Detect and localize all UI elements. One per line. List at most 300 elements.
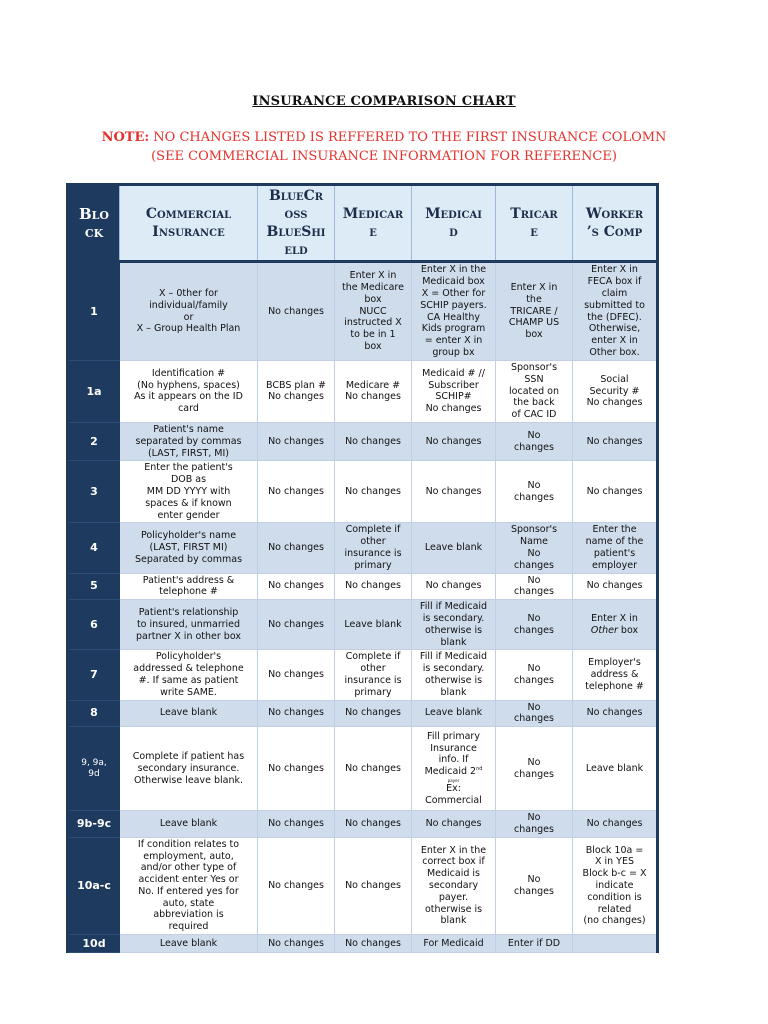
cell-medicare bbox=[335, 727, 412, 811]
cell-tricare bbox=[496, 361, 573, 423]
cell-line: Otherwise leave blank. bbox=[133, 774, 244, 786]
cell-line: the (DFEC). bbox=[587, 311, 642, 323]
cell-line: No changes bbox=[586, 707, 643, 719]
cell-line: No changes bbox=[345, 391, 401, 403]
cell-tricare bbox=[496, 422, 573, 460]
cell-line: changes bbox=[514, 674, 554, 686]
cell-line: to be in 1 bbox=[350, 329, 396, 341]
cell-line: No changes bbox=[586, 485, 643, 497]
cell-line: SSN bbox=[524, 373, 544, 385]
cell-line: changes bbox=[514, 768, 554, 780]
cell-line: otherwise is bbox=[424, 903, 483, 915]
cell-line: CA Healthy bbox=[427, 311, 480, 323]
cell-line: For Medicaid bbox=[423, 937, 484, 949]
cell-line: Subscriber bbox=[428, 379, 479, 391]
cell-line: No changes bbox=[345, 879, 401, 891]
cell-line: No changes bbox=[268, 762, 324, 774]
cell-tricare bbox=[496, 935, 573, 953]
cell-line: telephone # bbox=[159, 586, 218, 598]
cell-line: payer. bbox=[438, 891, 469, 903]
cell-line: Patient's name bbox=[153, 423, 224, 435]
header-workers-comp: Worker ’s Comp bbox=[573, 185, 658, 262]
cell-line: #. If same as patient bbox=[138, 674, 239, 686]
table-row bbox=[68, 361, 658, 423]
header-block: Blo ck bbox=[68, 185, 120, 262]
cell-line: box bbox=[525, 329, 543, 341]
cell-line: X = Other for bbox=[421, 287, 486, 299]
cell-line: Social bbox=[600, 373, 629, 385]
cell-line: No changes bbox=[345, 762, 401, 774]
cell-line: Enter X in the bbox=[420, 264, 487, 276]
cell-line: secondary bbox=[428, 879, 479, 891]
cell-line: changes bbox=[514, 441, 554, 453]
cell-line: = enter X in bbox=[424, 335, 483, 347]
cell-tricare bbox=[496, 262, 573, 361]
cell-bcbs bbox=[258, 573, 335, 600]
cell-line: Employer's bbox=[588, 657, 641, 669]
cell-workers-comp bbox=[573, 573, 658, 600]
note bbox=[0, 128, 768, 166]
cell-line: No bbox=[527, 480, 541, 492]
block-cell: 6 bbox=[68, 600, 120, 650]
cell-line: Complete if bbox=[345, 524, 401, 536]
cell-line: Fill if Medicaid bbox=[419, 651, 488, 663]
cell-medicare bbox=[335, 523, 412, 573]
cell-line: No changes bbox=[425, 818, 482, 829]
cell-bcbs bbox=[258, 727, 335, 811]
table-row bbox=[68, 422, 658, 460]
cell-line: Block b-c = X bbox=[582, 868, 647, 880]
cell-line: (no changes) bbox=[583, 915, 646, 927]
table-row bbox=[68, 935, 658, 953]
cell-line: No changes bbox=[586, 435, 643, 447]
cell-tricare bbox=[496, 461, 573, 523]
table-row bbox=[68, 837, 658, 934]
cell-line: No changes bbox=[345, 818, 401, 829]
cell-line: Leave blank bbox=[585, 762, 644, 774]
cell-line: changes bbox=[514, 559, 554, 571]
header-medicaid: Medicai d bbox=[412, 185, 496, 262]
cell-line: or bbox=[183, 311, 194, 323]
cell-line: related bbox=[597, 903, 632, 915]
cell-line: No changes bbox=[268, 485, 324, 497]
cell-line: No changes bbox=[268, 391, 324, 403]
cell-line: accident enter Yes or bbox=[138, 874, 239, 886]
cell-line: X – 0ther for bbox=[159, 287, 218, 299]
block-cell: 9b-9c bbox=[68, 811, 120, 838]
cell-line: Patient's address & bbox=[142, 574, 235, 586]
cell-line: the bbox=[526, 293, 542, 305]
cell-line: Leave blank bbox=[159, 707, 218, 719]
cell-commercial bbox=[120, 461, 258, 523]
cell-line: Enter if DD bbox=[507, 937, 561, 949]
cell-line: No changes bbox=[425, 403, 482, 415]
cell-line: Policyholder's name bbox=[140, 530, 237, 542]
cell-line: No changes bbox=[345, 435, 401, 447]
cell-line: No. If entered yes for bbox=[138, 885, 239, 897]
cell-line: No changes bbox=[345, 580, 401, 592]
cell-medicaid bbox=[412, 600, 496, 650]
cell-medicaid bbox=[412, 422, 496, 460]
cell-line: NUCC bbox=[359, 305, 387, 317]
cell-workers-comp: Enter X in Other box bbox=[573, 600, 658, 650]
cell-bcbs bbox=[258, 837, 335, 934]
cell-workers-comp bbox=[573, 837, 658, 934]
cell-workers-comp bbox=[573, 422, 658, 460]
cell-line: No changes bbox=[425, 485, 482, 497]
cell-line: changes bbox=[514, 885, 554, 897]
cell-line: SCHIP# bbox=[435, 391, 472, 403]
cell-commercial bbox=[120, 600, 258, 650]
cell-tricare bbox=[496, 523, 573, 573]
cell-workers-comp bbox=[573, 935, 658, 953]
cell-bcbs bbox=[258, 461, 335, 523]
cell-medicare bbox=[335, 935, 412, 953]
cell-commercial bbox=[120, 361, 258, 423]
cell-medicaid bbox=[412, 650, 496, 700]
cell-line: otherwise is bbox=[424, 624, 483, 636]
cell-medicaid bbox=[412, 361, 496, 423]
cell-line: Ex: bbox=[446, 782, 461, 794]
cell-line: No changes bbox=[268, 937, 324, 949]
cell-line: instructed X bbox=[344, 317, 402, 329]
block-cell: 1 bbox=[68, 262, 120, 361]
cell-line: No changes bbox=[345, 937, 401, 949]
cell-line: changes bbox=[514, 586, 554, 598]
cell-line: otherwise is bbox=[424, 674, 483, 686]
cell-commercial bbox=[120, 700, 258, 727]
cell-line: Fill if Medicaid bbox=[419, 601, 488, 613]
cell-line: No changes bbox=[268, 818, 324, 829]
cell-medicare bbox=[335, 600, 412, 650]
cell-workers-comp bbox=[573, 461, 658, 523]
cell-line: condition is bbox=[587, 891, 642, 903]
cell-tricare bbox=[496, 650, 573, 700]
cell-bcbs bbox=[258, 361, 335, 423]
cell-line: No changes bbox=[268, 879, 324, 891]
cell-bcbs bbox=[258, 935, 335, 953]
cell-line: SCHIP payers. bbox=[420, 299, 487, 311]
cell-medicare bbox=[335, 837, 412, 934]
note-line-1: NO CHANGES LISTED IS REFFERED TO THE FIRST INSURANCE COLOMN bbox=[149, 130, 667, 145]
cell-line: No changes bbox=[425, 435, 482, 447]
cell-line: correct box if bbox=[422, 856, 485, 868]
cell-line: As it appears on the ID bbox=[134, 391, 243, 403]
cell-line: of CAC ID bbox=[511, 409, 557, 421]
cell-tricare bbox=[496, 700, 573, 727]
cell-line: Medicaid # // bbox=[422, 367, 485, 379]
cell-workers-comp bbox=[573, 727, 658, 811]
table-row bbox=[68, 573, 658, 600]
block-cell: 9, 9a, 9d bbox=[68, 727, 120, 811]
cell-line: write SAME. bbox=[160, 686, 217, 698]
cell-commercial bbox=[120, 650, 258, 700]
block-cell: 3 bbox=[68, 461, 120, 523]
cell-line: primary bbox=[354, 559, 392, 571]
block-cell: 2 bbox=[68, 422, 120, 460]
cell-line: No changes bbox=[268, 580, 324, 592]
cell-medicaid: Fill primary Insurance info. If Medicaid 2nd payer Ex: Commercial bbox=[412, 727, 496, 811]
cell-line: to insured, unmarried bbox=[136, 618, 241, 630]
block-cell: 5 bbox=[68, 573, 120, 600]
cell-line: (LAST, FIRST, MI) bbox=[147, 447, 230, 459]
cell-line: Leave blank bbox=[424, 707, 483, 719]
cell-line: required bbox=[168, 921, 209, 933]
cell-bcbs bbox=[258, 422, 335, 460]
cell-line: Enter X in the bbox=[420, 844, 487, 856]
header-medicare: Medicar e bbox=[335, 185, 412, 262]
cell-line: No bbox=[527, 547, 541, 559]
cell-line: Sponsor's bbox=[510, 524, 558, 536]
cell-line: individual/family bbox=[149, 299, 228, 311]
cell-medicaid bbox=[412, 461, 496, 523]
cell-line: BCBS plan # bbox=[266, 379, 326, 391]
cell-line: insurance is bbox=[344, 674, 402, 686]
cell-commercial bbox=[120, 837, 258, 934]
cell-line: box bbox=[364, 293, 382, 305]
header-bcbs: BlueCr oss BlueShi eld bbox=[258, 185, 335, 262]
cell-medicaid bbox=[412, 573, 496, 600]
cell-line: No bbox=[527, 701, 541, 713]
cell-line: name of the bbox=[585, 536, 644, 548]
cell-bcbs bbox=[258, 650, 335, 700]
cell-line: Medicaid is bbox=[426, 868, 481, 880]
cell-line: the Medicare bbox=[342, 282, 404, 293]
cell-line: FECA box if bbox=[587, 276, 642, 288]
cell-line: No changes bbox=[268, 542, 324, 554]
cell-workers-comp bbox=[573, 523, 658, 573]
cell-medicare bbox=[335, 650, 412, 700]
cell-line: insurance is bbox=[344, 547, 402, 559]
cell-line: blank bbox=[440, 636, 467, 648]
cell-medicare bbox=[335, 262, 412, 361]
cell-line: (LAST, FIRST MI) bbox=[149, 542, 228, 554]
cell-line: Enter the bbox=[592, 524, 637, 536]
cell-line: the back bbox=[513, 397, 555, 409]
cell-bcbs bbox=[258, 811, 335, 838]
cell-tricare bbox=[496, 573, 573, 600]
cell-line: changes bbox=[514, 624, 554, 636]
cell-line: No changes bbox=[425, 580, 482, 592]
cell-line: located on bbox=[509, 385, 559, 397]
cell-line: No bbox=[527, 812, 541, 824]
cell-line: Block 10a = bbox=[585, 844, 644, 856]
block-cell: 8 bbox=[68, 700, 120, 727]
cell-medicaid bbox=[412, 700, 496, 727]
cell-line: and/or other type of bbox=[140, 862, 237, 874]
cell-line: No changes bbox=[586, 818, 643, 829]
cell-line: is secondary. bbox=[422, 612, 485, 624]
cell-medicare bbox=[335, 573, 412, 600]
table-row bbox=[68, 600, 658, 650]
cell-line: Medicaid box bbox=[422, 276, 485, 288]
cell-line: changes bbox=[514, 823, 554, 835]
cell-line: employer bbox=[592, 559, 637, 571]
cell-medicaid bbox=[412, 262, 496, 361]
cell-line: group bx bbox=[432, 346, 475, 358]
table-row bbox=[68, 811, 658, 838]
cell-commercial bbox=[120, 811, 258, 838]
cell-commercial bbox=[120, 935, 258, 953]
insurance-comparison-table bbox=[66, 183, 659, 953]
cell-commercial bbox=[120, 422, 258, 460]
cell-line: No changes bbox=[586, 397, 643, 409]
cell-line: other bbox=[360, 663, 386, 675]
cell-line: (No hyphens, spaces) bbox=[137, 379, 240, 391]
block-cell: 7 bbox=[68, 650, 120, 700]
cell-medicare bbox=[335, 461, 412, 523]
cell-line: partner X in other box bbox=[136, 630, 241, 642]
cell-line: Leave blank bbox=[159, 937, 218, 949]
cell-line: enter X in bbox=[591, 335, 638, 347]
cell-line: primary bbox=[354, 686, 392, 698]
table-row bbox=[68, 727, 658, 811]
cell-medicare bbox=[335, 422, 412, 460]
header-row bbox=[68, 185, 658, 262]
cell-line: MM DD YYYY with bbox=[146, 485, 231, 497]
cell-line: card bbox=[178, 403, 199, 415]
cell-line: address & bbox=[590, 669, 639, 681]
cell-line: abbreviation is bbox=[153, 909, 224, 921]
cell-line: Complete if patient has bbox=[132, 750, 245, 762]
cell-line: No bbox=[527, 663, 541, 675]
cell-line: DOB as bbox=[170, 474, 207, 486]
cell-line: No changes bbox=[268, 618, 324, 630]
cell-medicaid bbox=[412, 523, 496, 573]
cell-commercial bbox=[120, 262, 258, 361]
cell-bcbs bbox=[258, 700, 335, 727]
cell-line: info. If bbox=[438, 754, 469, 766]
cell-line: telephone # bbox=[585, 680, 644, 692]
cell-medicaid bbox=[412, 837, 496, 934]
cell-line: employment, auto, bbox=[143, 850, 234, 862]
cell-line: No bbox=[527, 612, 541, 624]
cell-line: Security # bbox=[589, 385, 640, 397]
cell-line: No changes bbox=[268, 669, 324, 681]
cell-line: Sponsor's bbox=[510, 362, 558, 373]
cell-line: Policyholder's bbox=[155, 651, 222, 663]
cell-line: If condition relates to bbox=[137, 838, 240, 850]
page-title: INSURANCE COMPARISON CHART bbox=[252, 94, 516, 109]
cell-line: changes bbox=[514, 491, 554, 503]
table-row bbox=[68, 650, 658, 700]
cell-line: Fill primary bbox=[427, 730, 480, 742]
cell-tricare bbox=[496, 837, 573, 934]
cell-tricare bbox=[496, 727, 573, 811]
block-cell: 1a bbox=[68, 361, 120, 423]
cell-line: patient's bbox=[593, 547, 636, 559]
block-cell: 10a-c bbox=[68, 837, 120, 934]
cell-line: indicate bbox=[595, 879, 634, 891]
cell-line: Kids program bbox=[421, 323, 486, 335]
cell-line: No changes bbox=[268, 305, 324, 317]
cell-line: box bbox=[364, 340, 382, 352]
cell-commercial bbox=[120, 523, 258, 573]
cell-line: claim bbox=[601, 287, 628, 299]
cell-line: Patient's relationship bbox=[138, 607, 239, 619]
header-tricare: Tricar e bbox=[496, 185, 573, 262]
cell-line: No bbox=[527, 756, 541, 768]
cell-medicaid bbox=[412, 811, 496, 838]
block-cell: 10d bbox=[68, 935, 120, 953]
cell-line: No changes bbox=[268, 707, 324, 719]
cell-line: Enter X in bbox=[591, 264, 638, 276]
cell-line: Insurance bbox=[430, 742, 477, 754]
header-commercial: Commercial Insurance bbox=[120, 185, 258, 262]
cell-line: submitted to bbox=[584, 299, 645, 311]
cell-line: X in YES bbox=[594, 856, 635, 868]
cell-line: No changes bbox=[345, 485, 401, 497]
cell-line: Otherwise, bbox=[588, 323, 641, 335]
cell-line: TRICARE / bbox=[510, 305, 558, 317]
cell-line: CHAMP US bbox=[508, 317, 560, 329]
cell-line: addressed & telephone bbox=[133, 663, 244, 675]
cell-line: separated by commas bbox=[135, 435, 242, 447]
note-line-2: (SEE COMMERCIAL INSURANCE INFORMATION FOR REFERENCE) bbox=[151, 149, 617, 164]
cell-line: No changes bbox=[345, 707, 401, 719]
note-label: NOTE: bbox=[101, 130, 150, 145]
cell-line: Commercial bbox=[425, 794, 482, 806]
cell-line: Leave blank bbox=[344, 618, 402, 630]
cell-medicare bbox=[335, 811, 412, 838]
cell-line: enter gender bbox=[157, 509, 220, 521]
cell-line: No bbox=[527, 429, 541, 441]
cell-tricare bbox=[496, 600, 573, 650]
cell-workers-comp bbox=[573, 811, 658, 838]
cell-bcbs bbox=[258, 600, 335, 650]
cell-line: Enter X in bbox=[510, 282, 558, 293]
table-row bbox=[68, 262, 658, 361]
cell-line: No bbox=[527, 874, 541, 886]
cell-line: spaces & if known bbox=[145, 497, 232, 509]
cell-line: Complete if bbox=[345, 651, 401, 663]
cell-line: Enter the patient's bbox=[144, 462, 233, 474]
cell-line: is secondary. bbox=[422, 663, 485, 675]
cell-line: No bbox=[527, 574, 541, 586]
cell-line: Separated by commas bbox=[134, 553, 243, 565]
cell-line: other bbox=[360, 536, 386, 548]
cell-line: Leave blank bbox=[424, 542, 483, 554]
table-row bbox=[68, 700, 658, 727]
cell-line: blank bbox=[440, 686, 467, 698]
cell-workers-comp bbox=[573, 700, 658, 727]
cell-workers-comp bbox=[573, 361, 658, 423]
cell-line: secondary insurance. bbox=[137, 762, 240, 774]
block-cell: 4 bbox=[68, 523, 120, 573]
cell-line: Other box. bbox=[589, 346, 640, 358]
cell-line: auto, state bbox=[162, 897, 215, 909]
cell-medicaid bbox=[412, 935, 496, 953]
cell-workers-comp bbox=[573, 650, 658, 700]
cell-line: Enter X in bbox=[349, 270, 397, 282]
cell-bcbs bbox=[258, 262, 335, 361]
cell-medicare bbox=[335, 700, 412, 727]
table-row bbox=[68, 523, 658, 573]
cell-line: X – Group Health Plan bbox=[136, 323, 241, 335]
cell-line: Medicare # bbox=[345, 379, 401, 391]
cell-workers-comp bbox=[573, 262, 658, 361]
table-row bbox=[68, 461, 658, 523]
cell-line: blank bbox=[440, 915, 467, 927]
cell-line: Identification # bbox=[151, 367, 226, 379]
cell-line: Leave blank bbox=[159, 818, 218, 829]
cell-tricare bbox=[496, 811, 573, 838]
cell-line: Name bbox=[519, 536, 549, 548]
cell-commercial bbox=[120, 573, 258, 600]
cell-line: changes bbox=[514, 713, 554, 725]
cell-medicare bbox=[335, 361, 412, 423]
cell-line: No changes bbox=[268, 435, 324, 447]
